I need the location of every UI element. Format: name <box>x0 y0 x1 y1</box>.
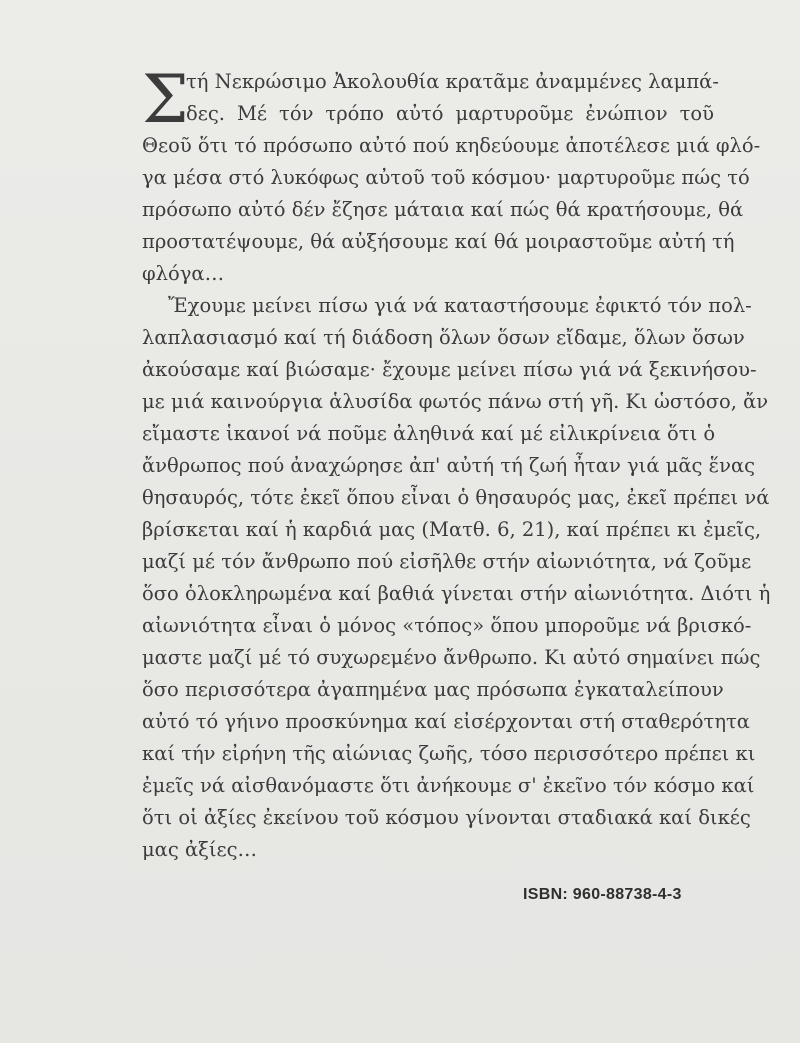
text-line: γα μέσα στό λυκόφως αὐτοῦ τοῦ κόσμου· μαρτυροῦμε πώς τό <box>142 166 750 189</box>
drop-cap: Σ <box>142 61 189 138</box>
text-line: με μιά καινούργια ἁλυσίδα φωτός πάνω στή γῆ. Κι ὡστόσο, ἄν <box>142 390 769 413</box>
text-line: ἄνθρωπος πού ἀναχώρησε ἀπ' αὐτή τή ζωή ἦταν γιά μᾶς ἕνας <box>142 454 756 477</box>
text-line: μας ἀξίες… <box>142 838 258 861</box>
text-line: αὐτό τό γήινο προσκύνημα καί εἰσέρχονται στή σταθερότητα <box>142 710 750 733</box>
text-line: θησαυρός, τότε ἐκεῖ ὅπου εἶναι ὁ θησαυρός μας, ἐκεῖ πρέπει νά <box>142 486 770 509</box>
text-line: αἰωνιότητα εἶναι ὁ μόνος «τόπος» ὅπου μποροῦμε νά βρισκό- <box>142 614 752 637</box>
text-line: βρίσκεται καί ἡ καρδιά μας (Ματθ. 6, 21), καί πρέπει κι ἐμεῖς, <box>142 518 762 541</box>
text-line: μαζί μέ τόν ἄνθρωπο πού εἰσῆλθε στήν αἰωνιότητα, νά ζοῦμε <box>142 550 752 573</box>
paragraph-2 <box>142 290 771 866</box>
text-line: προστατέψουμε, θά αὐξήσουμε καί θά μοιραστοῦμε αὐτή τή <box>142 230 735 253</box>
text-line: Ἔχουμε μείνει πίσω γιά νά καταστήσουμε ἐφικτό τόν πολ- <box>168 294 752 317</box>
isbn-number: ISBN: 960-88738-4-3 <box>523 886 682 903</box>
text-line: τή Νεκρώσιμο Ἀκολουθία κρατᾶμε ἀναμμένες λαμπά- <box>186 70 719 93</box>
text-line: δες. Μέ τόν τρόπο αὐτό μαρτυροῦμε ἐνώπιον τοῦ <box>186 102 714 125</box>
text-line: ὅσο περισσότερα ἀγαπημένα μας πρόσωπα ἐγκαταλείπουν <box>142 678 724 701</box>
text-line: πρόσωπο αὐτό δέν ἔζησε μάταια καί πώς θά κρατήσουμε, θά <box>142 198 744 221</box>
text-line: ὅτι οἱ ἀξίες ἐκείνου τοῦ κόσμου γίνονται σταδιακά καί δικές <box>142 806 751 829</box>
text-line: ἐμεῖς νά αἰσθανόμαστε ὅτι ἀνήκουμε σ' ἐκεῖνο τόν κόσμο καί <box>142 774 755 797</box>
text-line: ὅσο ὁλοκληρωμένα καί βαθιά γίνεται στήν αἰωνιότητα. Διότι ἡ <box>142 582 771 605</box>
text-line: λαπλασιασμό καί τή διάδοση ὅλων ὅσων εἴδαμε, ὅλων ὅσων <box>142 326 745 349</box>
text-line: μαστε μαζί μέ τό συχωρεμένο ἄνθρωπο. Κι αὐτό σημαίνει πώς <box>142 646 761 669</box>
text-line: καί τήν εἰρήνη τῆς αἰώνιας ζωῆς, τόσο περισσότερο πρέπει κι <box>142 742 756 765</box>
text-line: Θεοῦ ὅτι τό πρόσωπο αὐτό πού κηδεύουμε ἀποτέλεσε μιά φλό- <box>142 134 761 157</box>
text-line: φλόγα… <box>142 262 225 285</box>
text-line: εἴμαστε ἱκανοί νά ποῦμε ἀληθινά καί μέ εἰλικρίνεια ὅτι ὁ <box>142 422 716 445</box>
text-line: ἀκούσαμε καί βιώσαμε· ἔχουμε μείνει πίσω γιά νά ξεκινήσου- <box>142 358 757 381</box>
paragraph-1 <box>142 61 761 290</box>
blurb-text <box>142 61 771 866</box>
